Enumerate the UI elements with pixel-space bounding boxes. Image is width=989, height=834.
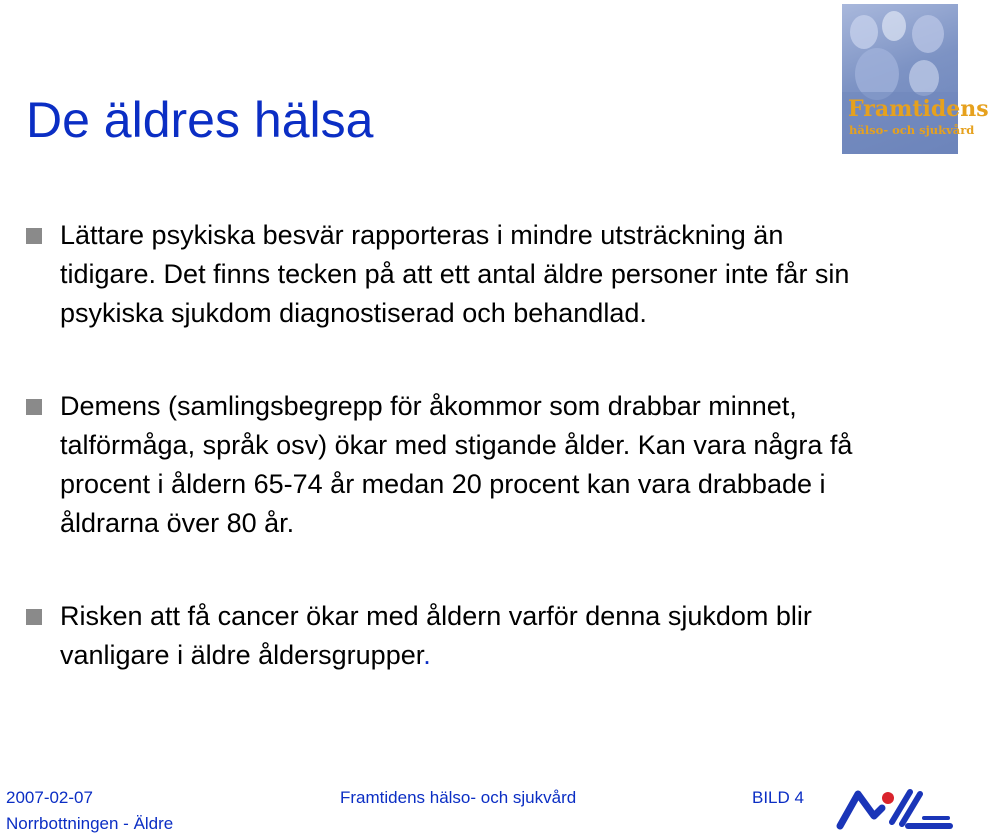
bullet-item bbox=[24, 597, 854, 675]
framtidens-logo bbox=[842, 4, 989, 154]
bullet-text: Lättare psykiska besvär rapporteras i mindre utsträckning än tidigare. Det finns tecken på att ett antal äldre personer inte får sin psykiska sjukdom diagnostiserad och behandlad. bbox=[60, 220, 850, 328]
logo-subtitle: hälso- och sjukvård bbox=[849, 123, 975, 137]
logo-title: Framtidens bbox=[848, 96, 989, 122]
footer-center-text: Framtidens hälso- och sjukvård bbox=[340, 788, 577, 807]
bullet-text: Demens (samlingsbegrepp för åkommor som drabbar minnet, talförmåga, språk osv) ökar med stigande ålder. Kan vara några få procent i åldern 65-74 år medan 20 procent kan vara drabbade i åldrarna över 80 år. bbox=[60, 391, 853, 538]
footer-date: 2007-02-07 bbox=[6, 788, 93, 807]
square-bullet-icon bbox=[26, 609, 42, 625]
nll-logo-icon bbox=[836, 782, 954, 830]
slide-title: De äldres hälsa bbox=[26, 92, 374, 148]
bullet-item bbox=[24, 216, 854, 333]
footer-region: Norrbottningen - Äldre bbox=[6, 814, 174, 833]
square-bullet-icon bbox=[26, 228, 42, 244]
bullet-list bbox=[24, 216, 854, 675]
bullet-item bbox=[24, 387, 854, 543]
bullet-end-mark: . bbox=[423, 640, 431, 670]
square-bullet-icon bbox=[26, 399, 42, 415]
slide-number: BILD 4 bbox=[752, 788, 804, 807]
bullet-text: Risken att få cancer ökar med åldern varför denna sjukdom blir vanligare i äldre åldersgrupper bbox=[60, 601, 812, 670]
